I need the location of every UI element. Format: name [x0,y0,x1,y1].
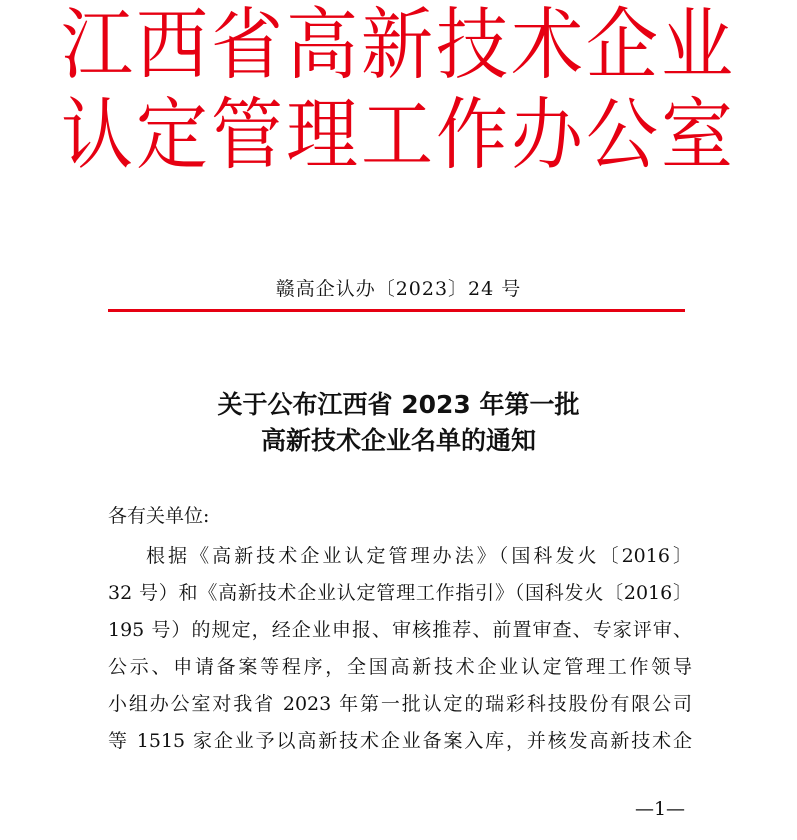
body-line-5: 小组办公室对我省 2023 年第一批认定的瑞彩科技股份有限公司 [108,693,692,715]
document-number: 赣高企认办〔2023〕24 号 [275,278,522,300]
body-line-1: 根据《高新技术企业认定管理办法》（国科发火〔2016〕 [146,545,692,567]
document-title-line-2: 高新技术企业名单的通知 [260,426,536,455]
salutation: 各有关单位: [108,505,210,527]
page-number: —1— [634,798,686,820]
body-line-2: 32 号）和《高新技术企业认定管理工作指引》（国科发火〔2016〕 [108,582,692,604]
red-divider-rule [108,309,685,312]
body-line-6: 等 1515 家企业予以高新技术企业备案入库，并核发高新技术企 [108,730,692,752]
issuer-header-line-2: 认定管理工作办公室 [60,88,736,180]
document-title-line-1: 关于公布江西省 2023 年第一批 [217,390,580,419]
body-line-3: 195 号）的规定，经企业申报、审核推荐、前置审查、专家评审、 [108,619,692,641]
issuer-header-line-1: 江西省高新技术企业 [60,0,736,90]
body-line-4: 公示、申请备案等程序，全国高新技术企业认定管理工作领导 [108,656,692,678]
